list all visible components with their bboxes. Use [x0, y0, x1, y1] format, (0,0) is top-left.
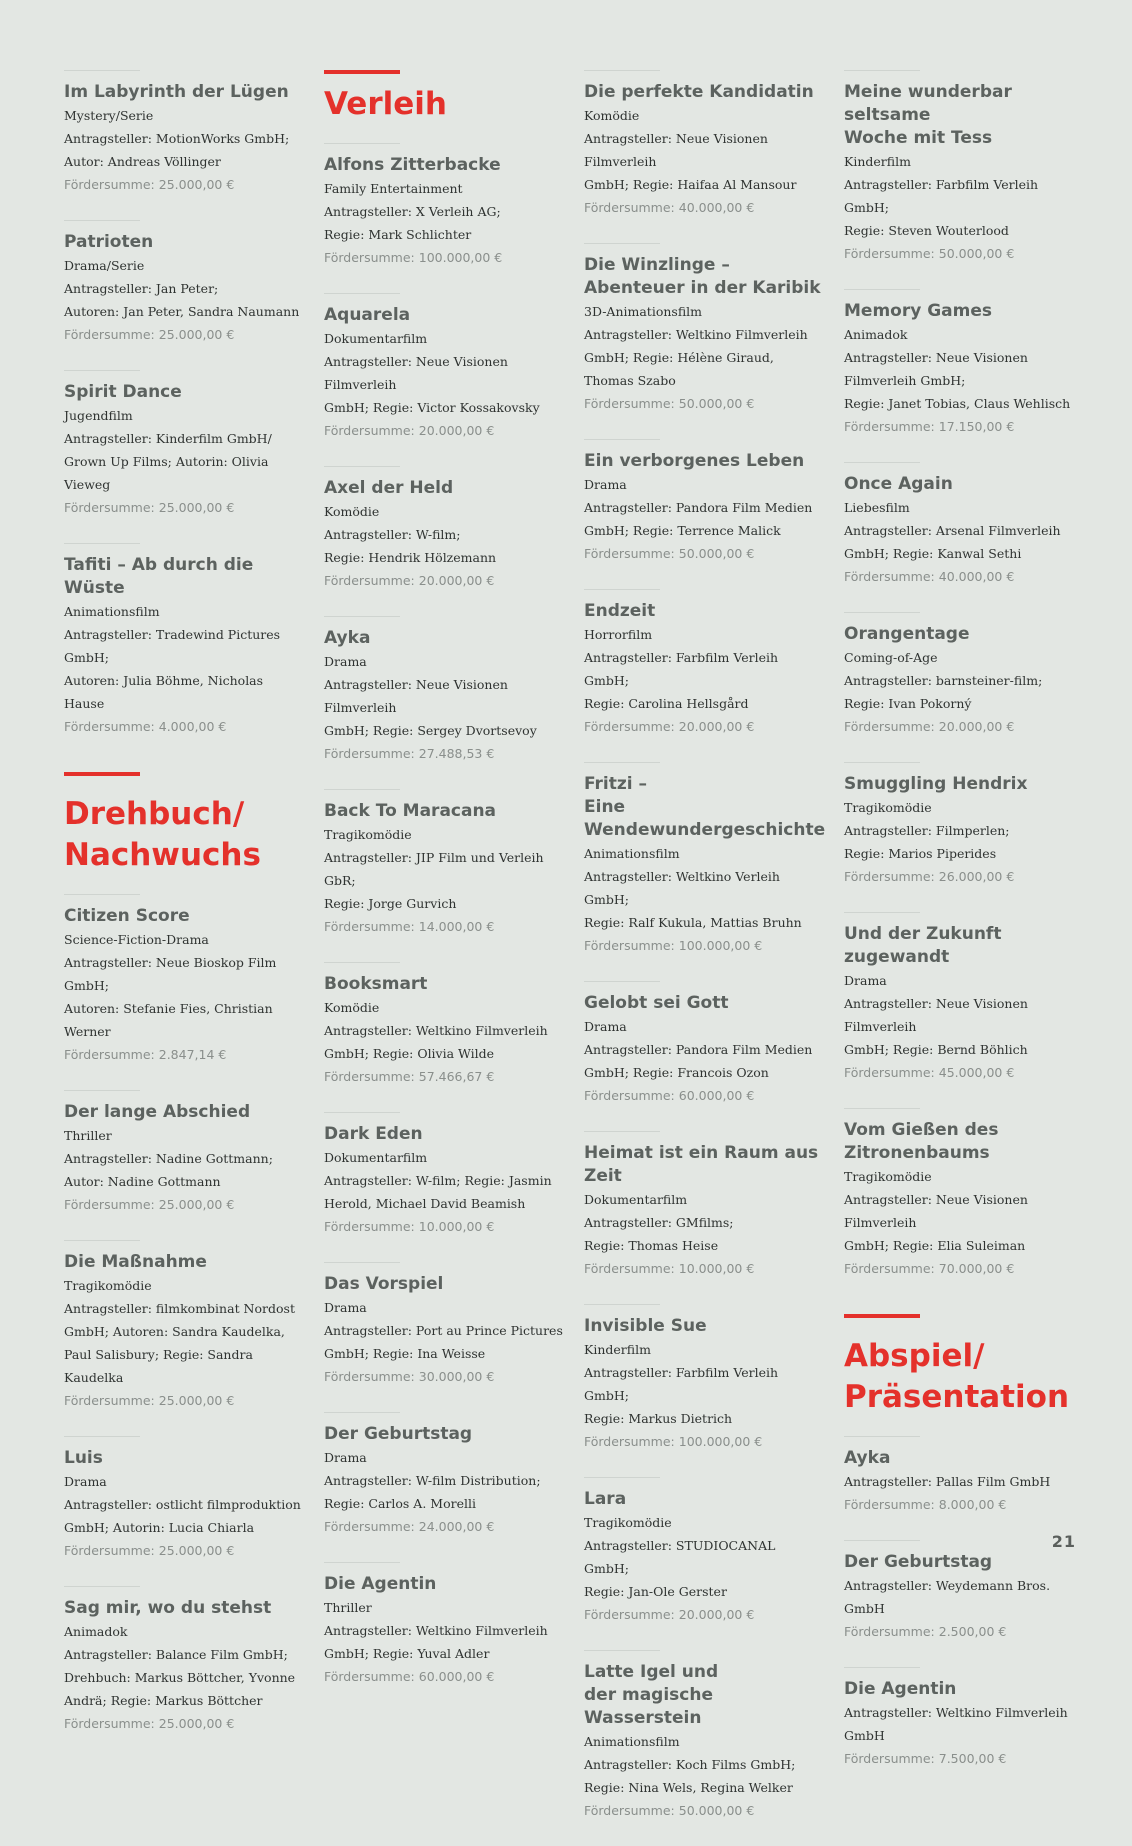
- entry-title: Vom Gießen des Zitronenbaums: [844, 1120, 999, 1163]
- entry-applicant-line: Regie: Nina Wels, Regina Welker: [584, 1780, 793, 1795]
- funding-entry: [584, 1304, 824, 1453]
- entry-applicant-line: Herold, Michael David Beamish: [324, 1196, 526, 1211]
- funding-entry: [64, 220, 304, 346]
- entry-applicant-line: Andrä; Regie: Markus Böttcher: [64, 1693, 263, 1708]
- funding-entry: [64, 1090, 304, 1216]
- entry-genre: Drama: [584, 1019, 627, 1034]
- entry-funding-amount: Fördersumme: 50.000,00 €: [584, 546, 755, 561]
- entry-applicant-line: Antragsteller: Pallas Film GmbH: [844, 1474, 1051, 1489]
- entry-title: Ayka: [844, 1448, 891, 1468]
- entry-applicant-line: GmbH; Regie: Bernd Böhlich: [844, 1042, 1028, 1057]
- entry-applicant-line: GmbH; Autoren: Sandra Kaudelka,: [64, 1324, 285, 1339]
- entry-applicant-line: Antragsteller: Pandora Film Medien: [584, 1042, 813, 1057]
- entry-applicant-line: Antragsteller: MotionWorks GmbH;: [64, 131, 290, 146]
- entry-title: Die Agentin: [324, 1574, 437, 1594]
- entry-funding-amount: Fördersumme: 10.000,00 €: [584, 1261, 755, 1276]
- entry-applicant-line: Antragsteller: Neue Visionen: [844, 350, 1028, 365]
- entry-applicant-line: Antragsteller: Arsenal Filmverleih: [844, 523, 1061, 538]
- entry-applicant-line: Regie: Marios Piperides: [844, 846, 997, 861]
- entry-genre: Dokumentarfilm: [324, 331, 428, 346]
- entry-title: Luis: [64, 1448, 103, 1468]
- entry-funding-amount: Fördersumme: 20.000,00 €: [584, 1607, 755, 1622]
- entry-applicant-line: Antragsteller: Kinderfilm GmbH/: [64, 431, 272, 446]
- entry-funding-amount: Fördersumme: 24.000,00 €: [324, 1519, 495, 1534]
- entry-funding-amount: Fördersumme: 25.000,00 €: [64, 1543, 235, 1558]
- entry-title: Memory Games: [844, 301, 993, 321]
- entry-funding-amount: Fördersumme: 26.000,00 €: [844, 869, 1015, 884]
- entry-applicant-line: Drehbuch: Markus Böttcher, Yvonne: [64, 1670, 296, 1685]
- entry-funding-amount: Fördersumme: 25.000,00 €: [64, 1197, 235, 1212]
- entry-genre: Drama: [64, 1474, 107, 1489]
- entry-title: Endzeit: [584, 601, 656, 621]
- entry-genre: Kinderfilm: [584, 1342, 651, 1357]
- entry-applicant-line: Antragsteller: Filmperlen;: [844, 823, 1010, 838]
- entry-applicant-line: Regie: Janet Tobias, Claus Wehlisch: [844, 396, 1071, 411]
- column-2: [324, 70, 564, 1712]
- entry-genre: Thriller: [324, 1600, 372, 1615]
- entry-funding-amount: Fördersumme: 2.500,00 €: [844, 1624, 1007, 1639]
- entry-applicant-line: Regie: Hendrik Hölzemann: [324, 550, 497, 565]
- entry-applicant-line: GmbH; Regie: Olivia Wilde: [324, 1046, 495, 1061]
- funding-entry: [584, 762, 824, 957]
- funding-entry: [584, 1477, 824, 1626]
- entry-funding-amount: Fördersumme: 25.000,00 €: [64, 327, 235, 342]
- entry-title: Die Agentin: [844, 1679, 957, 1699]
- entry-genre: Komödie: [324, 504, 380, 519]
- entry-applicant-line: Antragsteller: Weltkino Filmverleih: [324, 1623, 548, 1638]
- entry-applicant-line: Antragsteller: Neue Visionen Filmverleih: [324, 677, 508, 715]
- entry-genre: Animationsfilm: [64, 604, 160, 619]
- entry-applicant-line: GmbH; Regie: Terrence Malick: [584, 523, 781, 538]
- entry-applicant-line: Antragsteller: Farbfilm Verleih GmbH;: [584, 1365, 779, 1403]
- funding-entry: [844, 70, 1084, 265]
- entry-funding-amount: Fördersumme: 30.000,00 €: [324, 1369, 495, 1384]
- entry-applicant-line: GmbH; Regie: Hélène Giraud,: [584, 350, 774, 365]
- entry-applicant-line: Antragsteller: Weltkino Filmverleih: [324, 1023, 548, 1038]
- entry-funding-amount: Fördersumme: 70.000,00 €: [844, 1261, 1015, 1276]
- entry-applicant-line: Regie: Jorge Gurvich: [324, 896, 457, 911]
- entry-genre: Tragikomödie: [324, 827, 412, 842]
- entry-title: Gelobt sei Gott: [584, 993, 729, 1013]
- entry-title: Axel der Held: [324, 478, 454, 498]
- funding-entry: [64, 1586, 304, 1735]
- funding-entry: [64, 70, 304, 196]
- entry-title: Lara: [584, 1489, 627, 1509]
- entry-applicant-line: Regie: Ralf Kukula, Mattias Bruhn: [584, 915, 802, 930]
- entry-applicant-line: GmbH; Regie: Sergey Dvortsevoy: [324, 723, 537, 738]
- funding-entry: [324, 789, 564, 938]
- entry-applicant-line: Regie: Markus Dietrich: [584, 1411, 733, 1426]
- entry-applicant-line: Antragsteller: Neue Visionen Filmverleih: [844, 1192, 1028, 1230]
- entry-title: Heimat ist ein Raum aus Zeit: [584, 1143, 819, 1186]
- entry-applicant-line: GmbH; Regie: Haifaa Al Mansour: [584, 177, 797, 192]
- entry-genre: Jugendfilm: [64, 408, 133, 423]
- funding-entry: [324, 143, 564, 269]
- funding-entry: [64, 1436, 304, 1562]
- entry-applicant-line: Regie: Carolina Hellsgård: [584, 696, 749, 711]
- section-accent-bar: [844, 1314, 920, 1318]
- entry-title: Once Again: [844, 474, 953, 494]
- funding-entry: [844, 762, 1084, 888]
- funding-entry: [844, 1108, 1084, 1280]
- entry-applicant-line: Regie: Ivan Pokorný: [844, 696, 972, 711]
- funding-entry: [844, 289, 1084, 438]
- entry-genre: Animadok: [64, 1624, 128, 1639]
- entry-applicant-line: Regie: Thomas Heise: [584, 1238, 719, 1253]
- page-number: 21: [1051, 1532, 1076, 1551]
- entry-title: Der lange Abschied: [64, 1102, 251, 1122]
- entry-title: Tafiti – Ab durch die Wüste: [64, 555, 254, 598]
- entry-applicant-line: Antragsteller: Jan Peter;: [64, 281, 219, 296]
- entry-genre: Kinderfilm: [844, 154, 911, 169]
- entry-genre: Drama/Serie: [64, 258, 145, 273]
- column-4: [844, 70, 1084, 1794]
- entry-title: Die perfekte Kandidatin: [584, 82, 814, 102]
- entry-applicant-line: Antragsteller: Neue Visionen Filmverleih: [324, 354, 508, 392]
- funding-entry: [844, 912, 1084, 1084]
- column-3: [584, 70, 824, 1846]
- entry-title: Die Winzlinge – Abenteuer in der Karibik: [584, 255, 821, 298]
- entry-genre: Tragikomödie: [64, 1278, 152, 1293]
- entry-genre: Komödie: [584, 108, 640, 123]
- entry-applicant-line: Antragsteller: X Verleih AG;: [324, 204, 501, 219]
- entry-funding-amount: Fördersumme: 45.000,00 €: [844, 1065, 1015, 1080]
- entry-title: Booksmart: [324, 974, 428, 994]
- entry-genre: Drama: [324, 654, 367, 669]
- entry-applicant-line: Autoren: Julia Böhme, Nicholas Hause: [64, 673, 264, 711]
- funding-entry: [584, 439, 824, 565]
- funding-entry: [324, 1562, 564, 1688]
- entry-funding-amount: Fördersumme: 25.000,00 €: [64, 1716, 235, 1731]
- section-accent-bar: [324, 70, 400, 74]
- entry-funding-amount: Fördersumme: 100.000,00 €: [324, 250, 503, 265]
- entry-applicant-line: Antragsteller: Pandora Film Medien: [584, 500, 813, 515]
- entry-applicant-line: Autoren: Stefanie Fies, Christian Werner: [64, 1001, 273, 1039]
- entry-applicant-line: Antragsteller: JIP Film und Verleih GbR;: [324, 850, 544, 888]
- entry-applicant-line: Autor: Andreas Völlinger: [64, 154, 221, 169]
- entry-genre: Drama: [324, 1450, 367, 1465]
- entry-applicant-line: Antragsteller: Weltkino Filmverleih GmbH: [844, 1705, 1068, 1743]
- funding-entry: [584, 243, 824, 415]
- entry-applicant-line: Antragsteller: Neue Visionen Filmverleih: [844, 996, 1028, 1034]
- entry-applicant-line: Antragsteller: Balance Film GmbH;: [64, 1647, 288, 1662]
- entry-applicant-line: Antragsteller: Weydemann Bros. GmbH: [844, 1578, 1051, 1616]
- entry-applicant-line: Antragsteller: Farbfilm Verleih GmbH;: [844, 177, 1039, 215]
- entry-funding-amount: Fördersumme: 4.000,00 €: [64, 719, 227, 734]
- entry-title: Die Maßnahme: [64, 1252, 207, 1272]
- entry-funding-amount: Fördersumme: 10.000,00 €: [324, 1219, 495, 1234]
- entry-funding-amount: Fördersumme: 20.000,00 €: [324, 573, 495, 588]
- entry-funding-amount: Fördersumme: 50.000,00 €: [844, 246, 1015, 261]
- funding-entry: [324, 466, 564, 592]
- entry-title: Back To Maracana: [324, 801, 497, 821]
- entry-applicant-line: GmbH; Autorin: Lucia Chiarla: [64, 1520, 255, 1535]
- entry-funding-amount: Fördersumme: 17.150,00 €: [844, 419, 1015, 434]
- entry-title: Ayka: [324, 628, 371, 648]
- entry-applicant-line: Autoren: Jan Peter, Sandra Naumann: [64, 304, 300, 319]
- entry-title: Der Geburtstag: [844, 1552, 993, 1572]
- entry-genre: Animationsfilm: [584, 1734, 680, 1749]
- funding-entry: [584, 1650, 824, 1822]
- entry-applicant-line: GmbH; Regie: Ina Weisse: [324, 1346, 486, 1361]
- entry-title: Das Vorspiel: [324, 1274, 444, 1294]
- entry-applicant-line: Antragsteller: Tradewind Pictures GmbH;: [64, 627, 281, 665]
- funding-entry: [584, 981, 824, 1107]
- entry-applicant-line: Antragsteller: Neue Bioskop Film GmbH;: [64, 955, 277, 993]
- entry-title: Ein verborgenes Leben: [584, 451, 805, 471]
- entry-applicant-line: Antragsteller: Weltkino Filmverleih: [584, 327, 808, 342]
- entry-applicant-line: Thomas Szabo: [584, 373, 676, 388]
- entry-genre: Komödie: [324, 1000, 380, 1015]
- entry-genre: Thriller: [64, 1128, 112, 1143]
- entry-genre: Drama: [844, 973, 887, 988]
- entry-applicant-line: Regie: Mark Schlichter: [324, 227, 472, 242]
- entry-applicant-line: GmbH; Regie: Francois Ozon: [584, 1065, 769, 1080]
- entry-applicant-line: Autor: Nadine Gottmann: [64, 1174, 221, 1189]
- entry-title: Der Geburtstag: [324, 1424, 473, 1444]
- entry-title: Spirit Dance: [64, 382, 182, 402]
- entry-applicant-line: Antragsteller: Port au Prince Pictures: [324, 1323, 563, 1338]
- entry-title: Citizen Score: [64, 906, 190, 926]
- funding-entry: [64, 894, 304, 1066]
- entry-genre: Tragikomödie: [844, 1169, 932, 1184]
- entry-genre: Horrorfilm: [584, 627, 653, 642]
- funding-entry: [844, 1540, 1084, 1643]
- section-heading: [324, 70, 564, 125]
- entry-genre: Liebesfilm: [844, 500, 910, 515]
- entry-title: Invisible Sue: [584, 1316, 707, 1336]
- entry-applicant-line: Antragsteller: ostlicht filmproduktion: [64, 1497, 301, 1512]
- entry-funding-amount: Fördersumme: 7.500,00 €: [844, 1751, 1007, 1766]
- entry-applicant-line: GmbH; Regie: Elia Suleiman: [844, 1238, 1026, 1253]
- entry-applicant-line: Antragsteller: Neue Visionen Filmverleih: [584, 131, 768, 169]
- entry-title: Sag mir, wo du stehst: [64, 1598, 272, 1618]
- funding-entry: [584, 70, 824, 219]
- entry-funding-amount: Fördersumme: 14.000,00 €: [324, 919, 495, 934]
- entry-applicant-line: Antragsteller: W-film; Regie: Jasmin: [324, 1173, 552, 1188]
- funding-entry: [844, 1436, 1084, 1516]
- entry-title: Aquarela: [324, 305, 411, 325]
- entry-applicant-line: GmbH; Regie: Yuval Adler: [324, 1646, 490, 1661]
- entry-funding-amount: Fördersumme: 50.000,00 €: [584, 1803, 755, 1818]
- entry-funding-amount: Fördersumme: 57.466,67 €: [324, 1069, 495, 1084]
- entry-funding-amount: Fördersumme: 40.000,00 €: [584, 200, 755, 215]
- funding-entry: [324, 962, 564, 1088]
- entry-funding-amount: Fördersumme: 100.000,00 €: [584, 938, 763, 953]
- entry-title: Meine wunderbar seltsame Woche mit Tess: [844, 82, 1012, 148]
- entry-funding-amount: Fördersumme: 25.000,00 €: [64, 1393, 235, 1408]
- funding-entry: [64, 543, 304, 738]
- entry-genre: Tragikomödie: [584, 1515, 672, 1530]
- section-heading: [844, 1314, 1084, 1418]
- entry-genre: Tragikomödie: [844, 800, 932, 815]
- entry-applicant-line: Antragsteller: Farbfilm Verleih GmbH;: [584, 650, 779, 688]
- entry-title: Patrioten: [64, 232, 154, 252]
- funding-entry: [324, 616, 564, 765]
- funding-entry: [64, 370, 304, 519]
- entry-applicant-line: Regie: Carlos A. Morelli: [324, 1496, 476, 1511]
- entry-genre: Animadok: [844, 327, 908, 342]
- entry-applicant-line: GmbH; Regie: Kanwal Sethi: [844, 546, 1022, 561]
- entry-title: Fritzi – Eine Wendewundergeschichte: [584, 774, 826, 840]
- entry-title: Alfons Zitterbacke: [324, 155, 501, 175]
- entry-applicant-line: Antragsteller: filmkombinat Nordost: [64, 1301, 295, 1316]
- entry-applicant-line: Paul Salisbury; Regie: Sandra Kaudelka: [64, 1347, 253, 1385]
- entry-funding-amount: Fördersumme: 40.000,00 €: [844, 569, 1015, 584]
- funding-entry: [584, 589, 824, 738]
- section-title: Drehbuch/ Nachwuchs: [64, 796, 261, 873]
- entry-title: Smuggling Hendrix: [844, 774, 1028, 794]
- funding-entry: [324, 1112, 564, 1238]
- entry-genre: Dokumentarfilm: [584, 1192, 688, 1207]
- entry-applicant-line: Antragsteller: GMfilms;: [584, 1215, 734, 1230]
- entry-funding-amount: Fördersumme: 60.000,00 €: [584, 1088, 755, 1103]
- entry-applicant-line: Antragsteller: Koch Films GmbH;: [584, 1757, 796, 1772]
- entry-genre: Dokumentarfilm: [324, 1150, 428, 1165]
- entry-applicant-line: Antragsteller: Nadine Gottmann;: [64, 1151, 273, 1166]
- entry-applicant-line: Regie: Steven Wouterlood: [844, 223, 1009, 238]
- funding-entry: [844, 1667, 1084, 1770]
- entry-applicant-line: Antragsteller: Weltkino Verleih GmbH;: [584, 869, 780, 907]
- entry-applicant-line: Filmverleih GmbH;: [844, 373, 966, 388]
- entry-title: Im Labyrinth der Lügen: [64, 82, 289, 102]
- funding-entry: [324, 1412, 564, 1538]
- funding-entry: [64, 1240, 304, 1412]
- section-title: Abspiel/ Präsentation: [844, 1338, 1070, 1415]
- funding-entry: [844, 462, 1084, 588]
- entry-genre: Mystery/Serie: [64, 108, 154, 123]
- entry-genre: Drama: [584, 477, 627, 492]
- entry-funding-amount: Fördersumme: 60.000,00 €: [324, 1669, 495, 1684]
- funding-entry: [324, 1262, 564, 1388]
- entry-funding-amount: Fördersumme: 2.847,14 €: [64, 1047, 227, 1062]
- entry-title: Latte Igel und der magische Wasserstein: [584, 1662, 719, 1728]
- entry-funding-amount: Fördersumme: 100.000,00 €: [584, 1434, 763, 1449]
- entry-title: Und der Zukunft zugewandt: [844, 924, 1002, 967]
- entry-funding-amount: Fördersumme: 8.000,00 €: [844, 1497, 1007, 1512]
- entry-applicant-line: Antragsteller: barnsteiner-film;: [844, 673, 1043, 688]
- entry-genre: Science-Fiction-Drama: [64, 932, 209, 947]
- entry-funding-amount: Fördersumme: 20.000,00 €: [324, 423, 495, 438]
- entry-applicant-line: Antragsteller: W-film;: [324, 527, 461, 542]
- funding-entry: [584, 1131, 824, 1280]
- entry-funding-amount: Fördersumme: 27.488,53 €: [324, 746, 495, 761]
- entry-genre: Coming-of-Age: [844, 650, 938, 665]
- entry-genre: Animationsfilm: [584, 846, 680, 861]
- entry-funding-amount: Fördersumme: 50.000,00 €: [584, 396, 755, 411]
- entry-genre: Family Entertainment: [324, 181, 463, 196]
- entry-applicant-line: Antragsteller: W-film Distribution;: [324, 1473, 541, 1488]
- section-title: Verleih: [324, 86, 447, 122]
- entry-genre: Drama: [324, 1300, 367, 1315]
- entry-title: Dark Eden: [324, 1124, 423, 1144]
- entry-title: Orangentage: [844, 624, 970, 644]
- column-1: [64, 70, 304, 1759]
- entry-funding-amount: Fördersumme: 20.000,00 €: [844, 719, 1015, 734]
- section-accent-bar: [64, 772, 140, 776]
- entry-funding-amount: Fördersumme: 20.000,00 €: [584, 719, 755, 734]
- funding-entry: [324, 293, 564, 442]
- entry-applicant-line: GmbH; Regie: Victor Kossakovsky: [324, 400, 540, 415]
- entry-funding-amount: Fördersumme: 25.000,00 €: [64, 177, 235, 192]
- entry-applicant-line: Grown Up Films; Autorin: Olivia Vieweg: [64, 454, 269, 492]
- entry-applicant-line: Regie: Jan-Ole Gerster: [584, 1584, 727, 1599]
- funding-entry: [844, 612, 1084, 738]
- entry-applicant-line: Antragsteller: STUDIOCANAL GmbH;: [584, 1538, 776, 1576]
- section-heading: [64, 772, 304, 876]
- entry-genre: 3D-Animationsfilm: [584, 304, 703, 319]
- entry-funding-amount: Fördersumme: 25.000,00 €: [64, 500, 235, 515]
